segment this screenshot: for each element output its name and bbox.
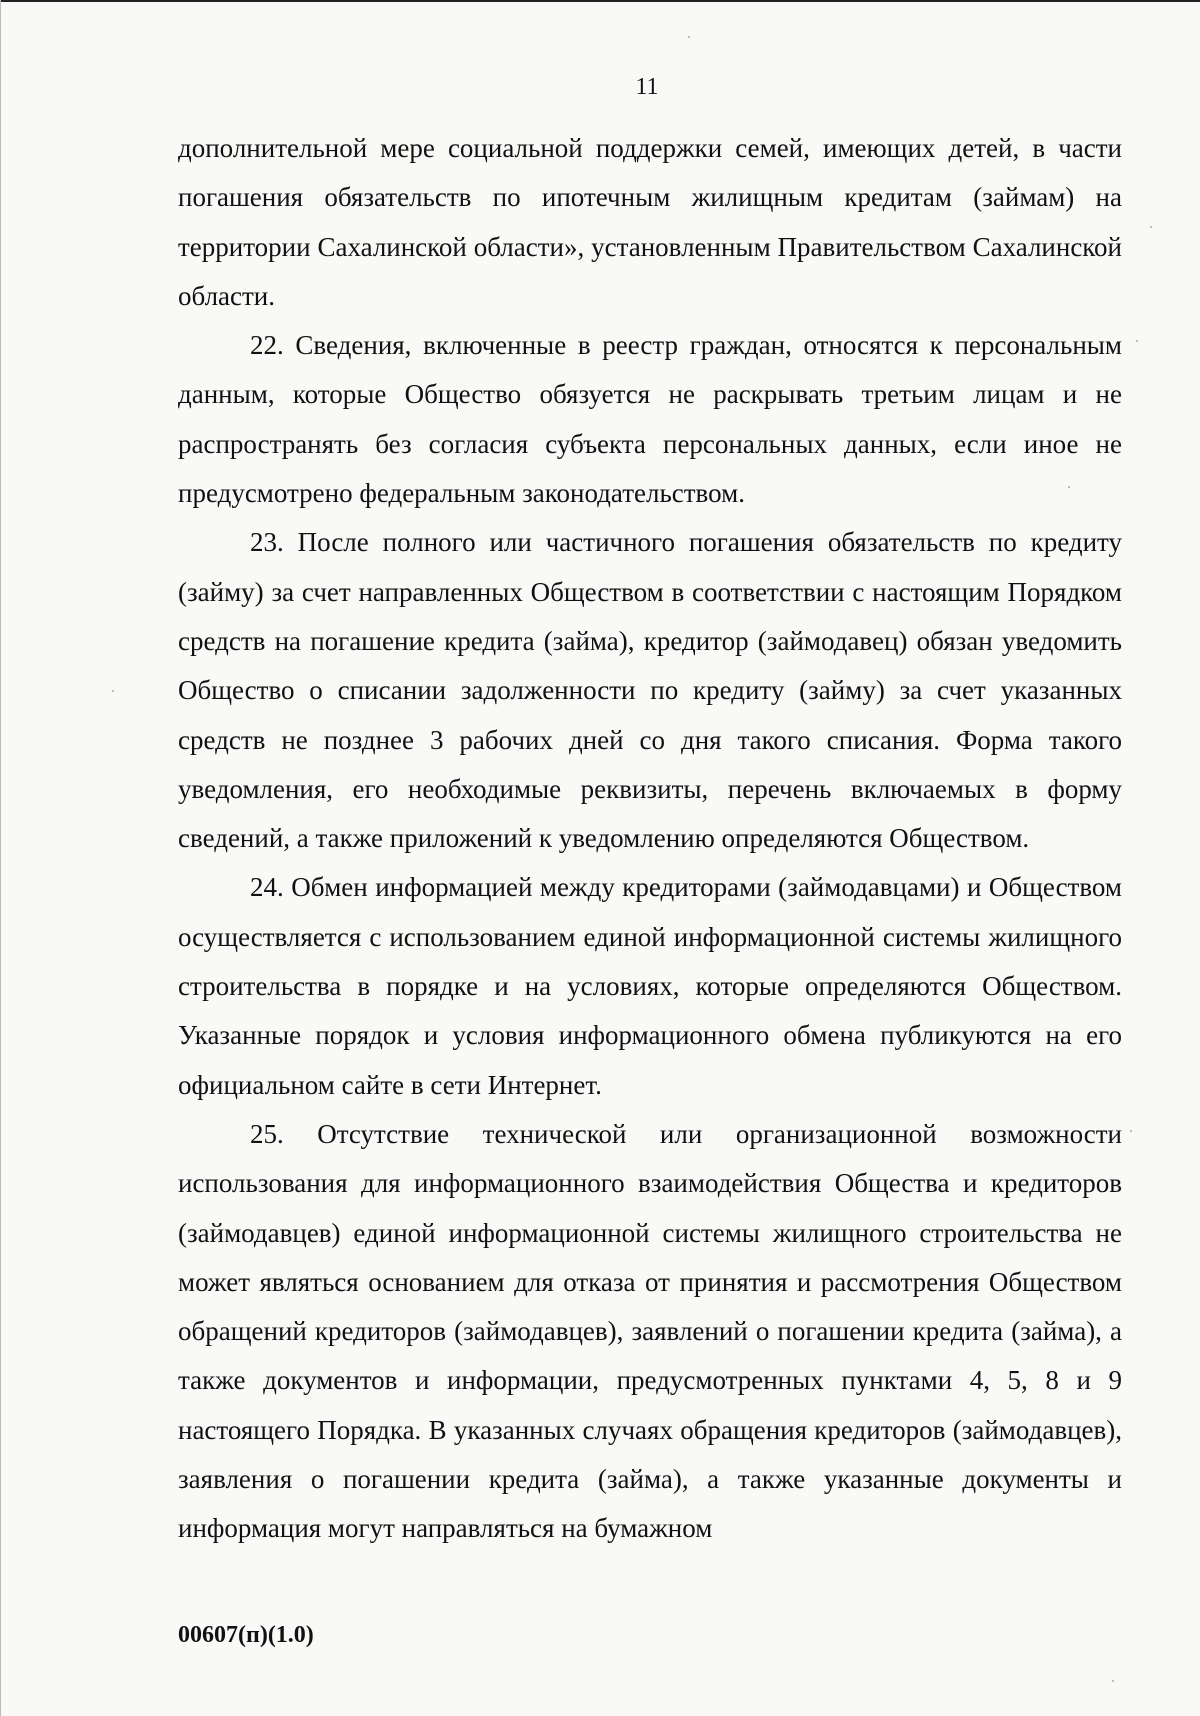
scan-left-edge [0,0,1,1716]
scan-speck [1068,486,1070,488]
paragraph-25: 25. Отсутствие технической или организационной возможности использования для информационного взаимодействия Общества и кредиторов (займодавцев) единой информационной системы жилищного строительства не может являться основанием для отказа от принятия и рассмотрения Обществом обращений кредиторов (займодавцев), заявлений о погашении кредита (займа), а также документов и информации, предусмотренных пунктами 4, 5, 8 и 9 настоящего Порядка. В указанных случаях обращения кредиторов (займодавцев), заявления о погашении кредита (займа), а также указанные документы и информация могут направляться на бумажном [178,1118,1122,1544]
scan-speck [112,690,114,692]
paragraph-23: 23. После полного или частичного погашения обязательств по кредиту (займу) за счет направленных Обществом в соответствии с настоящим Порядком средств на погашение кредита (займа), кредитор (займодавец) обязан уведомить Общество о списании задолженности по кредиту (займу) за счет указанных средств не позднее 3 рабочих дней со дня такого списания. Форма такого уведомления, его необходимые реквизиты, перечень включаемых в форму сведений, а также приложений к уведомлению определяются Обществом. [178,527,1122,854]
paragraph-22: 22. Сведения, включенные в реестр граждан, относятся к персональным данным, которые Общество обязуется не раскрывать третьим лицам и не распространять без согласия субъекта персональных данных, если иное не предусмотрено федеральным законодательством. [178,330,1122,509]
scan-speck [1150,226,1152,228]
paragraph-continuation: дополнительной мере социальной поддержки семей, имеющих детей, в части погашения обязательств по ипотечным жилищным кредитам (займам) на территории Сахалинской области», установленным Правительством Сахалинской области. [178,133,1122,311]
scan-speck [1136,340,1138,342]
scan-top-edge [0,0,1200,2]
document-body [178,124,1122,1554]
scan-speck [1130,1130,1132,1132]
page-number: 11 [635,74,659,100]
paragraph-24: 24. Обмен информацией между кредиторами (займодавцами) и Обществом осуществляется с использованием единой информационной системы жилищного строительства в порядке и на условиях, которые определяются Обществом. Указанные порядок и условия информационного обмена публикуются на его официальном сайте в сети Интернет. [178,872,1122,1100]
document-code: 00607(п)(1.0) [178,1622,314,1648]
scan-speck [688,36,690,38]
scan-speck [1112,1680,1114,1682]
